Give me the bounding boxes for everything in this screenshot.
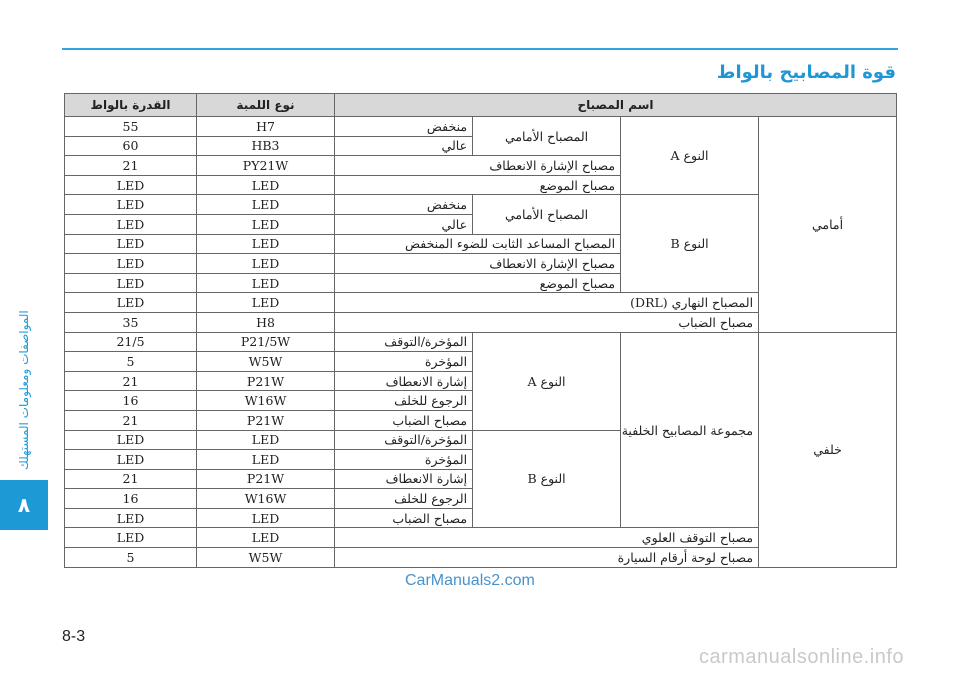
group-rear-type-a: النوع A bbox=[473, 332, 621, 430]
lamp-label: المؤخرة bbox=[335, 450, 473, 470]
chapter-title: المواصفات ومعلومات المستهلك bbox=[17, 310, 31, 470]
wattage: 16 bbox=[65, 489, 197, 509]
bulb-type: W5W bbox=[197, 352, 335, 372]
headlamp-a: المصباح الأمامي bbox=[473, 117, 621, 156]
bulb-type: H8 bbox=[197, 312, 335, 332]
bulb-type: LED bbox=[197, 234, 335, 254]
group-rear-combo: مجموعة المصابيح الخلفية bbox=[621, 332, 759, 528]
wattage: 35 bbox=[65, 312, 197, 332]
wattage: LED bbox=[65, 175, 197, 195]
headlamp-b: المصباح الأمامي bbox=[473, 195, 621, 234]
lamp-label: مصباح الإشارة الانعطاف bbox=[335, 254, 621, 274]
wattage: 5 bbox=[65, 352, 197, 372]
lamp-label: منخفض bbox=[335, 195, 473, 215]
lamp-label: إشارة الانعطاف bbox=[335, 469, 473, 489]
watermark-carmanualsonline: carmanualsonline.info bbox=[698, 646, 904, 668]
bulb-type: LED bbox=[197, 214, 335, 234]
wattage: 21 bbox=[65, 410, 197, 430]
group-front-type-a: النوع A bbox=[621, 117, 759, 195]
page-number: 8-3 bbox=[62, 628, 86, 645]
group-front: أمامي bbox=[759, 117, 897, 333]
bulb-wattage-table bbox=[64, 93, 897, 568]
lamp-label: مصباح التوقف العلوي bbox=[335, 528, 759, 548]
bulb-type: HB3 bbox=[197, 136, 335, 156]
bulb-type: LED bbox=[197, 254, 335, 274]
bulb-type: P21/5W bbox=[197, 332, 335, 352]
lamp-label: المؤخرة/التوقف bbox=[335, 430, 473, 450]
lamp-label: مصباح الضباب bbox=[335, 508, 473, 528]
lamp-label: المؤخرة bbox=[335, 352, 473, 372]
page-title: قوة المصابيح بالواط bbox=[716, 62, 896, 83]
table-row bbox=[65, 117, 897, 137]
wattage: 60 bbox=[65, 136, 197, 156]
wattage: LED bbox=[65, 430, 197, 450]
wattage: LED bbox=[65, 234, 197, 254]
lamp-label: المصباح النهاري (DRL) bbox=[335, 293, 759, 313]
bulb-type: PY21W bbox=[197, 156, 335, 176]
top-rule bbox=[62, 48, 898, 50]
wattage: 16 bbox=[65, 391, 197, 411]
wattage: LED bbox=[65, 528, 197, 548]
lamp-label: الرجوع للخلف bbox=[335, 489, 473, 509]
lamp-label: إشارة الانعطاف bbox=[335, 371, 473, 391]
header-wattage: القدرة بالواط bbox=[65, 94, 197, 117]
chapter-tab[interactable]: ٨ bbox=[0, 480, 48, 530]
lamp-label: عالي bbox=[335, 214, 473, 234]
wattage: LED bbox=[65, 273, 197, 293]
lamp-label: مصباح الموضع bbox=[335, 273, 621, 293]
bulb-type: P21W bbox=[197, 410, 335, 430]
bulb-type: LED bbox=[197, 430, 335, 450]
bulb-type: P21W bbox=[197, 469, 335, 489]
lamp-label: منخفض bbox=[335, 117, 473, 137]
bulb-type: LED bbox=[197, 450, 335, 470]
bulb-type: P21W bbox=[197, 371, 335, 391]
group-rear: خلفي bbox=[759, 332, 897, 567]
wattage: LED bbox=[65, 508, 197, 528]
header-lamp-name: اسم المصباح bbox=[335, 94, 897, 117]
watermark-carmanuals2: CarManuals2.com bbox=[405, 572, 535, 589]
bulb-type: LED bbox=[197, 293, 335, 313]
lamp-label: مصباح الإشارة الانعطاف bbox=[335, 156, 621, 176]
table-row bbox=[65, 332, 897, 352]
lamp-label: مصباح الضباب bbox=[335, 312, 759, 332]
group-front-type-b: النوع B bbox=[621, 195, 759, 293]
wattage: 21 bbox=[65, 156, 197, 176]
bulb-type: LED bbox=[197, 175, 335, 195]
bulb-type: LED bbox=[197, 508, 335, 528]
wattage: LED bbox=[65, 450, 197, 470]
lamp-label: مصباح الموضع bbox=[335, 175, 621, 195]
wattage: 55 bbox=[65, 117, 197, 137]
lamp-label: مصباح لوحة أرقام السيارة bbox=[335, 548, 759, 568]
bulb-type: W5W bbox=[197, 548, 335, 568]
bulb-type: W16W bbox=[197, 489, 335, 509]
wattage: LED bbox=[65, 214, 197, 234]
wattage: LED bbox=[65, 254, 197, 274]
table-header-row bbox=[65, 94, 897, 117]
wattage: 5 bbox=[65, 548, 197, 568]
wattage: LED bbox=[65, 195, 197, 215]
lamp-label: المؤخرة/التوقف bbox=[335, 332, 473, 352]
lamp-label: المصباح المساعد الثابت للضوء المنخفض bbox=[335, 234, 621, 254]
wattage: 21 bbox=[65, 371, 197, 391]
lamp-label: الرجوع للخلف bbox=[335, 391, 473, 411]
lamp-label: مصباح الضباب bbox=[335, 410, 473, 430]
bulb-type: LED bbox=[197, 195, 335, 215]
group-rear-type-b: النوع B bbox=[473, 430, 621, 528]
bulb-type: H7 bbox=[197, 117, 335, 137]
bulb-type: LED bbox=[197, 528, 335, 548]
bulb-type: W16W bbox=[197, 391, 335, 411]
wattage: 21/5 bbox=[65, 332, 197, 352]
header-bulb-type: نوع اللمبة bbox=[197, 94, 335, 117]
lamp-label: عالي bbox=[335, 136, 473, 156]
wattage: LED bbox=[65, 293, 197, 313]
wattage: 21 bbox=[65, 469, 197, 489]
bulb-type: LED bbox=[197, 273, 335, 293]
